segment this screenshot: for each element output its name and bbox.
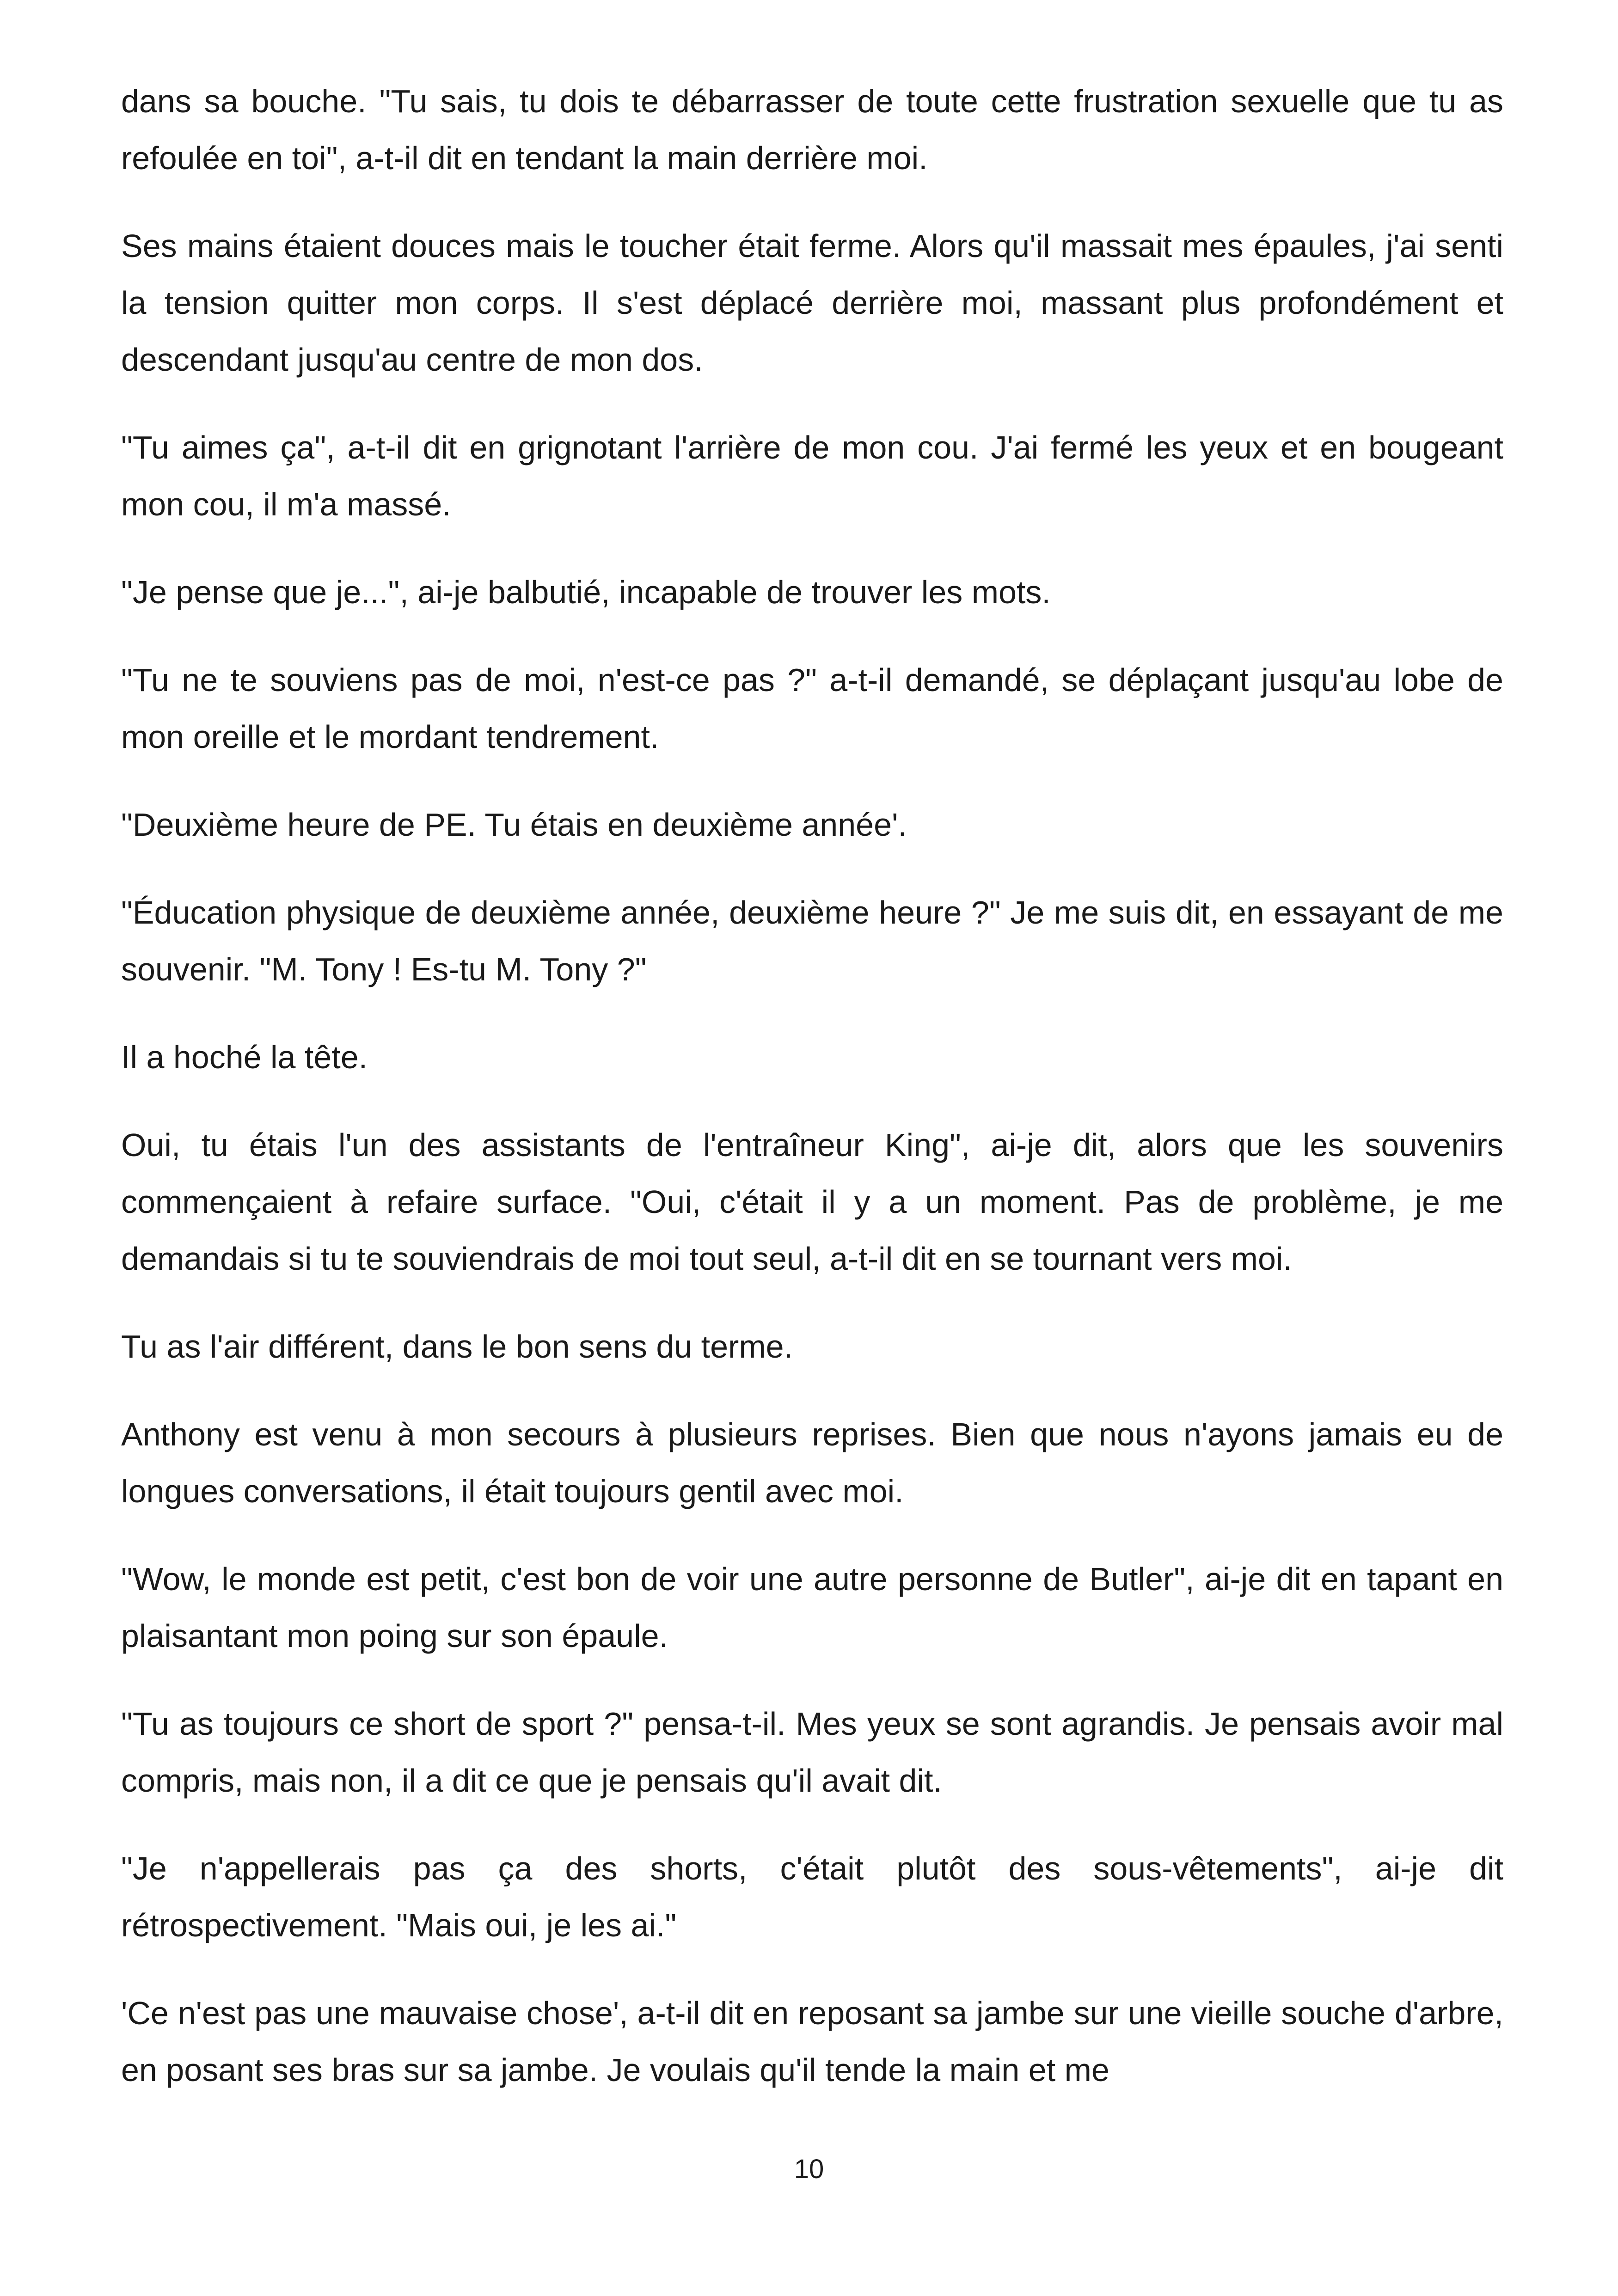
paragraph: dans sa bouche. "Tu sais, tu dois te débarrasser de toute cette frustration sexuelle que tu as refoulée en toi", a-t-il dit en tendant la main derrière moi. xyxy=(121,83,1503,176)
paragraph: Il a hoché la tête. xyxy=(121,1039,368,1075)
paragraph: Tu as l'air différent, dans le bon sens du terme. xyxy=(121,1329,793,1365)
body-text xyxy=(121,73,1503,2130)
paragraph: 'Ce n'est pas une mauvaise chose', a-t-il dit en reposant sa jambe sur une vieille souche d'arbre, en posant ses bras sur sa jambe. Je voulais qu'il tende la main et me xyxy=(121,1995,1503,2088)
paragraph: "Deuxième heure de PE. Tu étais en deuxième année'. xyxy=(121,807,907,843)
paragraph: "Tu ne te souviens pas de moi, n'est-ce pas ?" a-t-il demandé, se déplaçant jusqu'au lobe de mon oreille et le mordant tendrement. xyxy=(121,662,1503,755)
paragraph: "Je n'appellerais pas ça des shorts, c'était plutôt des sous-vêtements", ai-je dit rétrospectivement. "Mais oui, je les ai." xyxy=(121,1850,1503,1943)
paragraph: Oui, tu étais l'un des assistants de l'entraîneur King", ai-je dit, alors que les souvenirs commençaient à refaire surface. "Oui, c'était il y a un moment. Pas de problème, je me demandais si tu te souviendrais de moi tout seul, a-t-il dit en se tournant vers moi. xyxy=(121,1127,1503,1277)
page-number: 10 xyxy=(794,2154,824,2184)
paragraph: Ses mains étaient douces mais le toucher était ferme. Alors qu'il massait mes épaules, j'ai senti la tension quitter mon corps. Il s'est déplacé derrière moi, massant plus profondément et descendant jusqu'au centre de mon dos. xyxy=(121,228,1503,378)
paragraph: "Éducation physique de deuxième année, deuxième heure ?" Je me suis dit, en essayant de me souvenir. "M. Tony ! Es-tu M. Tony ?" xyxy=(121,894,1503,987)
paragraph: "Wow, le monde est petit, c'est bon de voir une autre personne de Butler", ai-je dit en tapant en plaisantant mon poing sur son épaule. xyxy=(121,1561,1503,1654)
paragraph: "Tu as toujours ce short de sport ?" pensa-t-il. Mes yeux se sont agrandis. Je pensais avoir mal compris, mais non, il a dit ce que je pensais qu'il avait dit. xyxy=(121,1706,1503,1799)
paragraph: "Tu aimes ça", a-t-il dit en grignotant l'arrière de mon cou. J'ai fermé les yeux et en bougeant mon cou, il m'a massé. xyxy=(121,429,1503,522)
paragraph: Anthony est venu à mon secours à plusieurs reprises. Bien que nous n'ayons jamais eu de longues conversations, il était toujours gentil avec moi. xyxy=(121,1416,1503,1509)
paragraph: "Je pense que je...", ai-je balbutié, incapable de trouver les mots. xyxy=(121,574,1051,610)
